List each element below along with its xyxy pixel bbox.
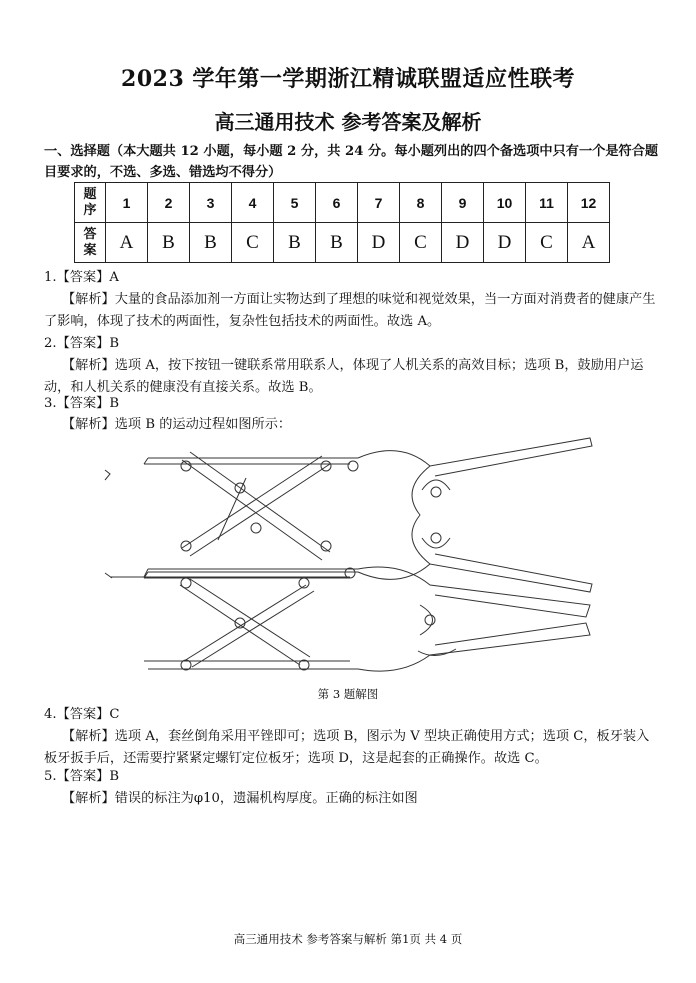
section-heading: 一、选择题（本大题共 12 小题，每小题 2 分，共 24 分。每小题列出的四个备选项中只有一个是符合题目要求的，不选、多选、错选均不得分）: [44, 144, 659, 180]
answer-cell: D: [442, 223, 484, 263]
q2-answer: 2.【答案】B: [44, 336, 120, 351]
answer-cell: C: [526, 223, 568, 263]
answer-cell: C: [400, 223, 442, 263]
table-row-numbers: [75, 183, 610, 223]
answer-table: [74, 182, 610, 263]
answer-cell: D: [358, 223, 400, 263]
row-label-answer: 答 案: [75, 223, 106, 263]
question-number: 1: [106, 183, 148, 223]
question-number: 5: [274, 183, 316, 223]
q3-answer: 3.【答案】B: [44, 396, 120, 411]
document-subtitle: 高三通用技术 参考答案及解析: [214, 110, 482, 134]
question-number: 8: [400, 183, 442, 223]
q5-analysis: 【解析】错误的标注为φ10，遗漏机构厚度。正确的标注如图: [62, 791, 418, 806]
answer-cell: A: [106, 223, 148, 263]
row-label-question-number: 题 序: [75, 183, 106, 223]
page-footer: 高三通用技术 参考答案与解析 第1页 共 4 页: [233, 932, 463, 946]
q3-analysis: 【解析】选项 B 的运动过程如图所示：: [62, 417, 292, 432]
question-number: 11: [526, 183, 568, 223]
q4-answer: 4.【答案】C: [44, 707, 120, 722]
answer-cell: B: [148, 223, 190, 263]
q4-analysis: 【解析】选项 A，套丝倒角采用平锉即可；选项 B，图示为 V 型块正确使用方式；选项 C，板牙装入板牙扳手后，还需要拧紧紧定螺钉定位板牙；选项 D，这是起套的正确操作。故选 C。: [44, 729, 650, 766]
answer-cell: C: [232, 223, 274, 263]
answer-cell: B: [190, 223, 232, 263]
question-number: 10: [484, 183, 526, 223]
q3-mechanism-figure: [100, 430, 600, 680]
table-row-answers: [75, 223, 610, 263]
question-number: 2: [148, 183, 190, 223]
question-number: 6: [316, 183, 358, 223]
mechanism-open-state: [105, 567, 590, 671]
question-number: 7: [358, 183, 400, 223]
answer-cell: A: [568, 223, 610, 263]
q1-analysis: 【解析】大量的食品添加剂一方面让实物达到了理想的味觉和视觉效果，当一方面对消费者的健康产生了影响，体现了技术的两面性，复杂性包括技术的两面性。故选 A。: [44, 292, 656, 329]
q2-analysis: 【解析】选项 A，按下按钮一键联系常用联系人，体现了人机关系的高效目标；选项 B，鼓励用户运动，和人机关系的健康没有直接关系。故选 B。: [44, 358, 644, 395]
question-number: 4: [232, 183, 274, 223]
answer-cell: B: [316, 223, 358, 263]
document-title: 2023 学年第一学期浙江精诚联盟适应性联考: [121, 66, 575, 92]
question-number: 12: [568, 183, 610, 223]
question-number: 3: [190, 183, 232, 223]
q5-answer: 5.【答案】B: [44, 769, 120, 784]
q1-answer: 1.【答案】A: [44, 270, 119, 285]
q3-figure-caption: 第 3 题解图: [317, 687, 379, 701]
question-number: 9: [442, 183, 484, 223]
answer-cell: B: [274, 223, 316, 263]
answer-cell: D: [484, 223, 526, 263]
